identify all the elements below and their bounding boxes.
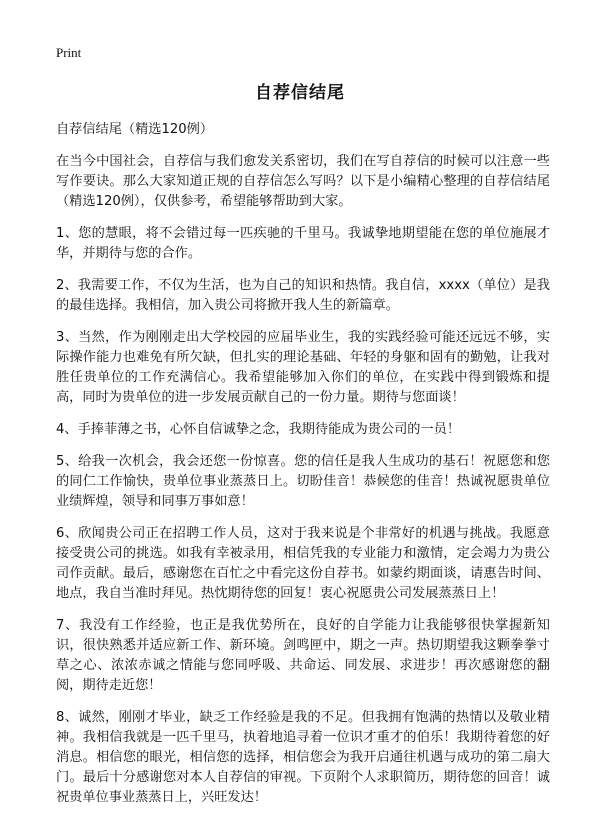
document-body [56, 120, 550, 820]
example-paragraph-7: 7、我没有工作经验，也正是我优势所在，良好的自学能力让我能够很快掌握新知识，很快熟悉并适应新工作、新环境。剑鸣匣中，期之一声。热切期望我这颗拳拳寸草之心、浓浓赤诚之情能与您同呼吸、共命运、同发展、求进步！再次感谢您的翻阅，期待走近您！ [56, 618, 550, 693]
intro-paragraph: 在当今中国社会，自荐信与我们愈发关系密切，我们在写自荐信的时候可以注意一些写作要诀。那么大家知道正规的自荐信怎么写吗？以下是小编精心整理的自荐信结尾（精选120例），仅供参考，希望能够帮助到大家。 [56, 154, 550, 209]
example-paragraph-3: 3、当然，作为刚刚走出大学校园的应届毕业生，我的实践经验可能还远远不够，实际操作能力也难免有所欠缺，但扎实的理论基础、年轻的身躯和固有的勤勉，让我对胜任贵单位的工作充满信心。我希望能够加入你们的单位，在实践中得到锻炼和提高，同时为贵单位的进一步发展贡献自己的一份力量。期待与您面谈！ [56, 330, 550, 405]
document-title: 自荐信结尾 [255, 83, 345, 103]
example-paragraph-5: 5、给我一次机会，我会还您一份惊喜。您的信任是我人生成功的基石！祝愿您和您的同仁工作愉快，贵单位事业蒸蒸日上。切盼佳音！恭候您的佳音！热诚祝愿贵单位业绩辉煌，领导和同事万事如意！ [56, 454, 550, 509]
example-paragraph-4: 4、手捧菲薄之书，心怀自信诚挚之念，我期待能成为贵公司的一员！ [56, 422, 461, 437]
print-link[interactable]: Print [56, 45, 82, 60]
example-paragraph-1: 1、您的慧眼，将不会错过每一匹疾驰的千里马。我诚挚地期望能在您的单位施展才华，并期待与您的合作。 [56, 226, 550, 261]
example-paragraph-2: 2、我需要工作，不仅为生活，也为自己的知识和热情。我自信，xxxx（单位）是我的最佳选择。我相信，加入贵公司将掀开我人生的新篇章。 [56, 278, 550, 313]
example-paragraph-6: 6、欣闻贵公司正在招聘工作人员，这对于我来说是个非常好的机遇与挑战。我愿意接受贵公司的挑选。如我有幸被录用，相信凭我的专业能力和激情，定会竭力为贵公司作贡献。最后，感谢您在百忙之中看完这份自荐书。如蒙约期面谈，请惠告时间、地点，我自当准时拜见。热忱期待您的回复！衷心祝愿贵公司发展蒸蒸日上！ [56, 526, 550, 601]
example-paragraph-8: 8、诚然，刚刚才毕业，缺乏工作经验是我的不足。但我拥有饱满的热情以及敬业精神。我相信我就是一匹千里马，执着地追寻着一位识才重才的伯乐！我期待着您的好消息。相信您的眼光，相信您的选择，相信您会为我开启通往机遇与成功的第二扇大门。最后十分感谢您对本人自荐信的审视。下页附个人求职简历，期待您的回音！诚祝贵单位事业蒸蒸日上，兴旺发达！ [56, 710, 550, 805]
document-subtitle: 自荐信结尾（精选120例） [56, 122, 214, 137]
